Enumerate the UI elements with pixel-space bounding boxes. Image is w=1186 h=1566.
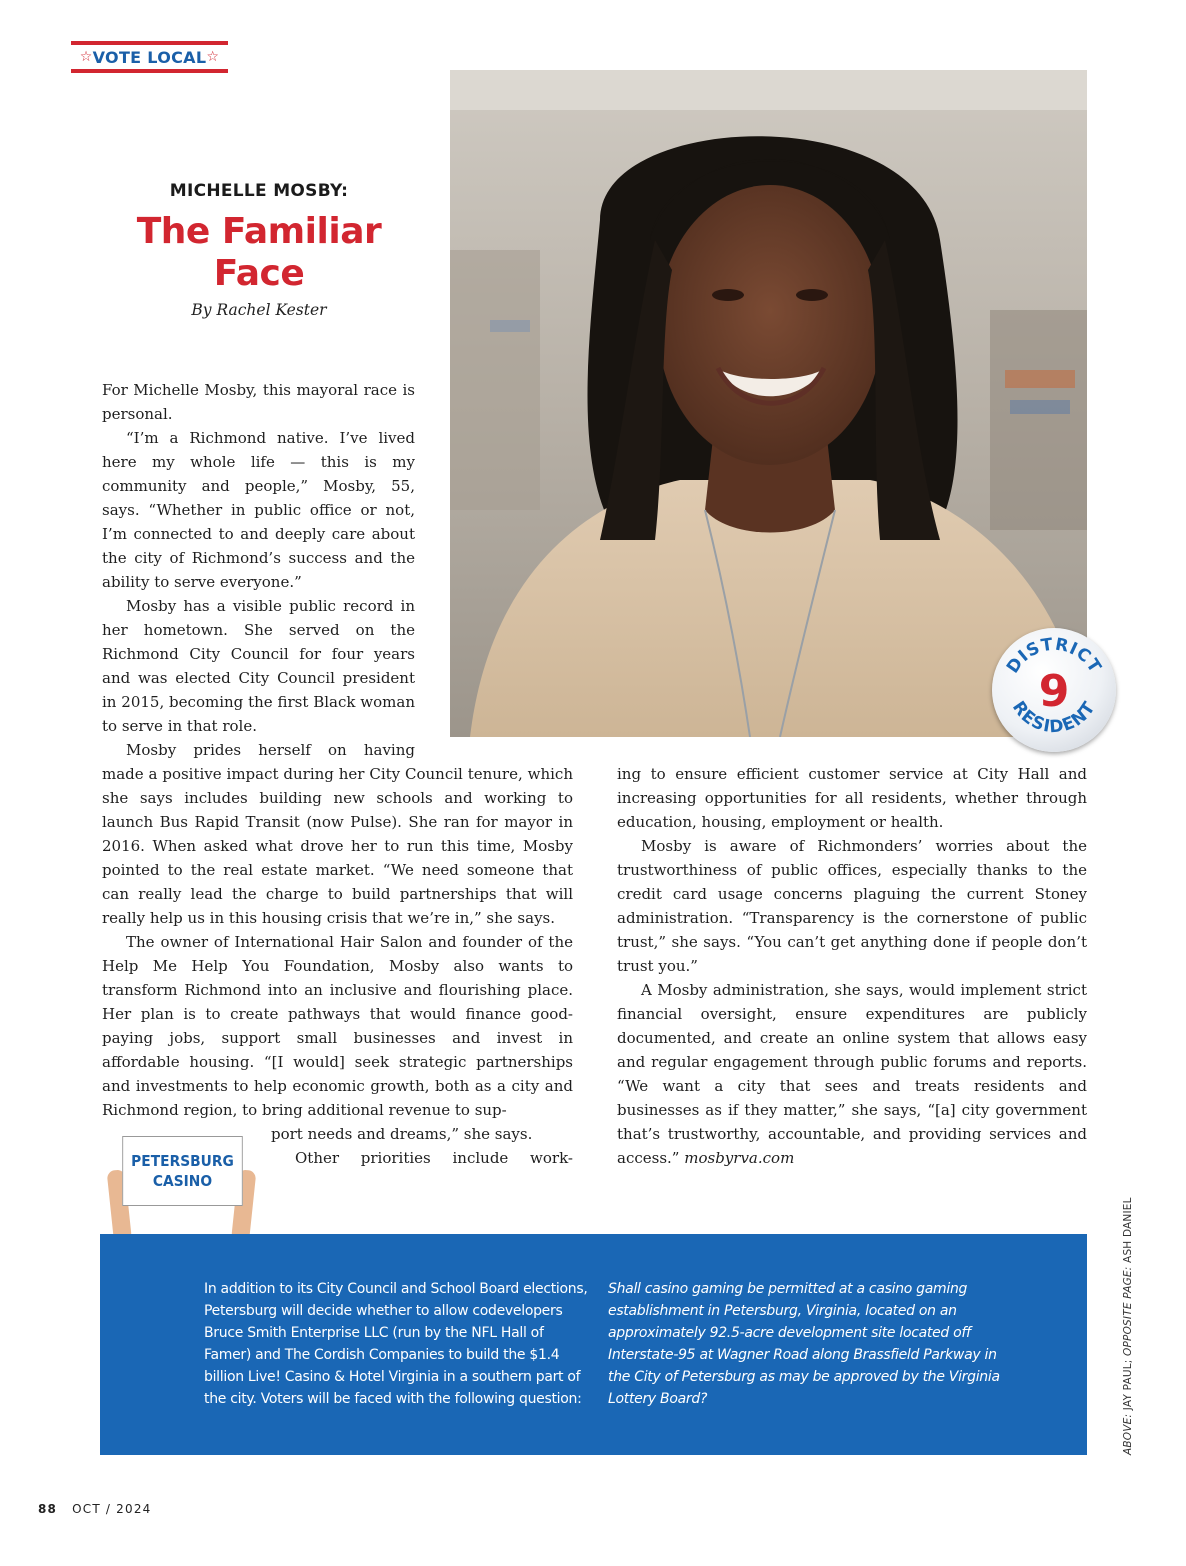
section-tag-label: VOTE LOCAL	[92, 47, 207, 67]
section-tag	[71, 41, 228, 73]
paragraph: The owner of International Hair Salon and founder of the Help Me Help You Foundation, Mosby also wants to transform Richmond into an inclusive and flourishing place. Her plan is to create pathways that would finance good-paying jobs, support small businesses and invest in affordable housing. “[I would] seek strategic partnerships and investments to help economic growth, both as a city and Richmond region, to bring additional revenue to sup-	[102, 933, 573, 1119]
article-kicker: MICHELLE MOSBY:	[169, 181, 349, 201]
body-column-b-end	[271, 1122, 573, 1170]
sidebar-intro: In addition to its City Council and School Board elections, Petersburg will decide whether to allow codevelopers Bruce Smith Enterprise LLC (run by the NFL Hall of Famer) and The Cordish Companies to build the $1.4 billion Live! Casino & Hotel Virginia in a southern part of the city. Voters will be faced with the following question:	[204, 1281, 588, 1407]
paragraph: Mosby prides herself on having	[126, 741, 415, 759]
body-column-b	[102, 762, 573, 1122]
page-number: 88	[38, 1502, 58, 1516]
petersburg-casino-sign	[122, 1136, 243, 1206]
paragraph: For Michelle Mosby, this mayoral race is personal.	[102, 381, 415, 423]
sign-line-2: CASINO	[152, 1172, 213, 1190]
paragraph: Other priorities include work-	[295, 1149, 573, 1167]
paragraph: made a positive impact during her City Council tenure, which she says includes building new schools and working to launch Bus Rapid Transit (now Pulse). She ran for mayor in 2016. When asked what drove her to run this time, Mosby pointed to the real estate market. “We need someone that can really lead the charge to build partnerships that will really help us in this housing crisis that we’re in,” she says.	[102, 765, 573, 927]
body-column-c	[617, 762, 1087, 1170]
paragraph: “I’m a Richmond native. I’ve lived here my whole life — this is my community and people,” Mosby, 55, says. “Whether in public office or not, I’m connected to and deeply care about the city of Richmond’s success and the ability to serve everyone.”	[102, 429, 415, 591]
badge-bottom-text: RESIDENT	[1008, 697, 1100, 738]
star-icon: ☆	[79, 49, 93, 65]
credit-opposite-name: ASH DANIEL	[1122, 1197, 1134, 1263]
sidebar-ballot-question: Shall casino gaming be permitted at a casino gaming establishment in Petersburg, Virginia, located on an approximately 92.5-acre development site located off Interstate-95 at Wagner Road along Brassfield Parkway in the City of Petersburg as may be approved by the Virginia Lottery Board?	[608, 1281, 1000, 1407]
headline-line-1: The Familiar	[136, 211, 382, 252]
badge-top-text: DISTRICT	[1002, 634, 1106, 678]
headline-line-2: Face	[213, 253, 305, 294]
page-footer	[38, 1502, 152, 1516]
paragraph: ing to ensure efficient customer service at City Hall and increasing opportunities for all residents, whether through education, housing, employment or health.	[617, 765, 1087, 831]
paragraph: port needs and dreams,” she says.	[271, 1125, 533, 1143]
credit-above-name: JAY PAUL;	[1122, 1359, 1134, 1411]
credit-above-label: ABOVE:	[1122, 1413, 1134, 1455]
badge-number: 9	[1038, 666, 1070, 717]
paragraph: Mosby is aware of Richmonders’ worries about the trustworthiness of public offices, especially thanks to the credit card usage concerns plaguing the current Stoney administration. “Transparency is the cornerstone of public trust,” she says. “You can’t get anything done if people don’t trust you.”	[617, 837, 1087, 975]
photo-credit	[1122, 1197, 1140, 1455]
website-link[interactable]: mosbyrva.com	[684, 1149, 795, 1167]
article-headline	[100, 211, 418, 295]
star-icon: ☆	[206, 49, 220, 65]
paragraph: Mosby has a visible public record in her hometown. She served on the Richmond City Council for four years and was elected City Council president in 2015, becoming the first Black woman to serve in that role.	[102, 597, 415, 735]
paragraph	[617, 978, 1087, 1170]
district-badge	[992, 628, 1116, 752]
credit-opposite-label: OPPOSITE PAGE:	[1122, 1266, 1134, 1356]
article-byline: By Rachel Kester	[191, 301, 327, 319]
paragraph-text: A Mosby administration, she says, would implement strict financial oversight, ensure expenditures are publicly documented, and create an online system that allows easy and regular engagement through public forums and reports. “We want a city that sees and treats residents and businesses as if they matter,” she says, “[a] city government that’s trustworthy, accountable, and providing services and access.”	[617, 981, 1087, 1167]
body-column-a	[102, 378, 415, 762]
sign-line-1: PETERSBURG	[131, 1152, 234, 1170]
issue-date: OCT / 2024	[72, 1502, 152, 1516]
